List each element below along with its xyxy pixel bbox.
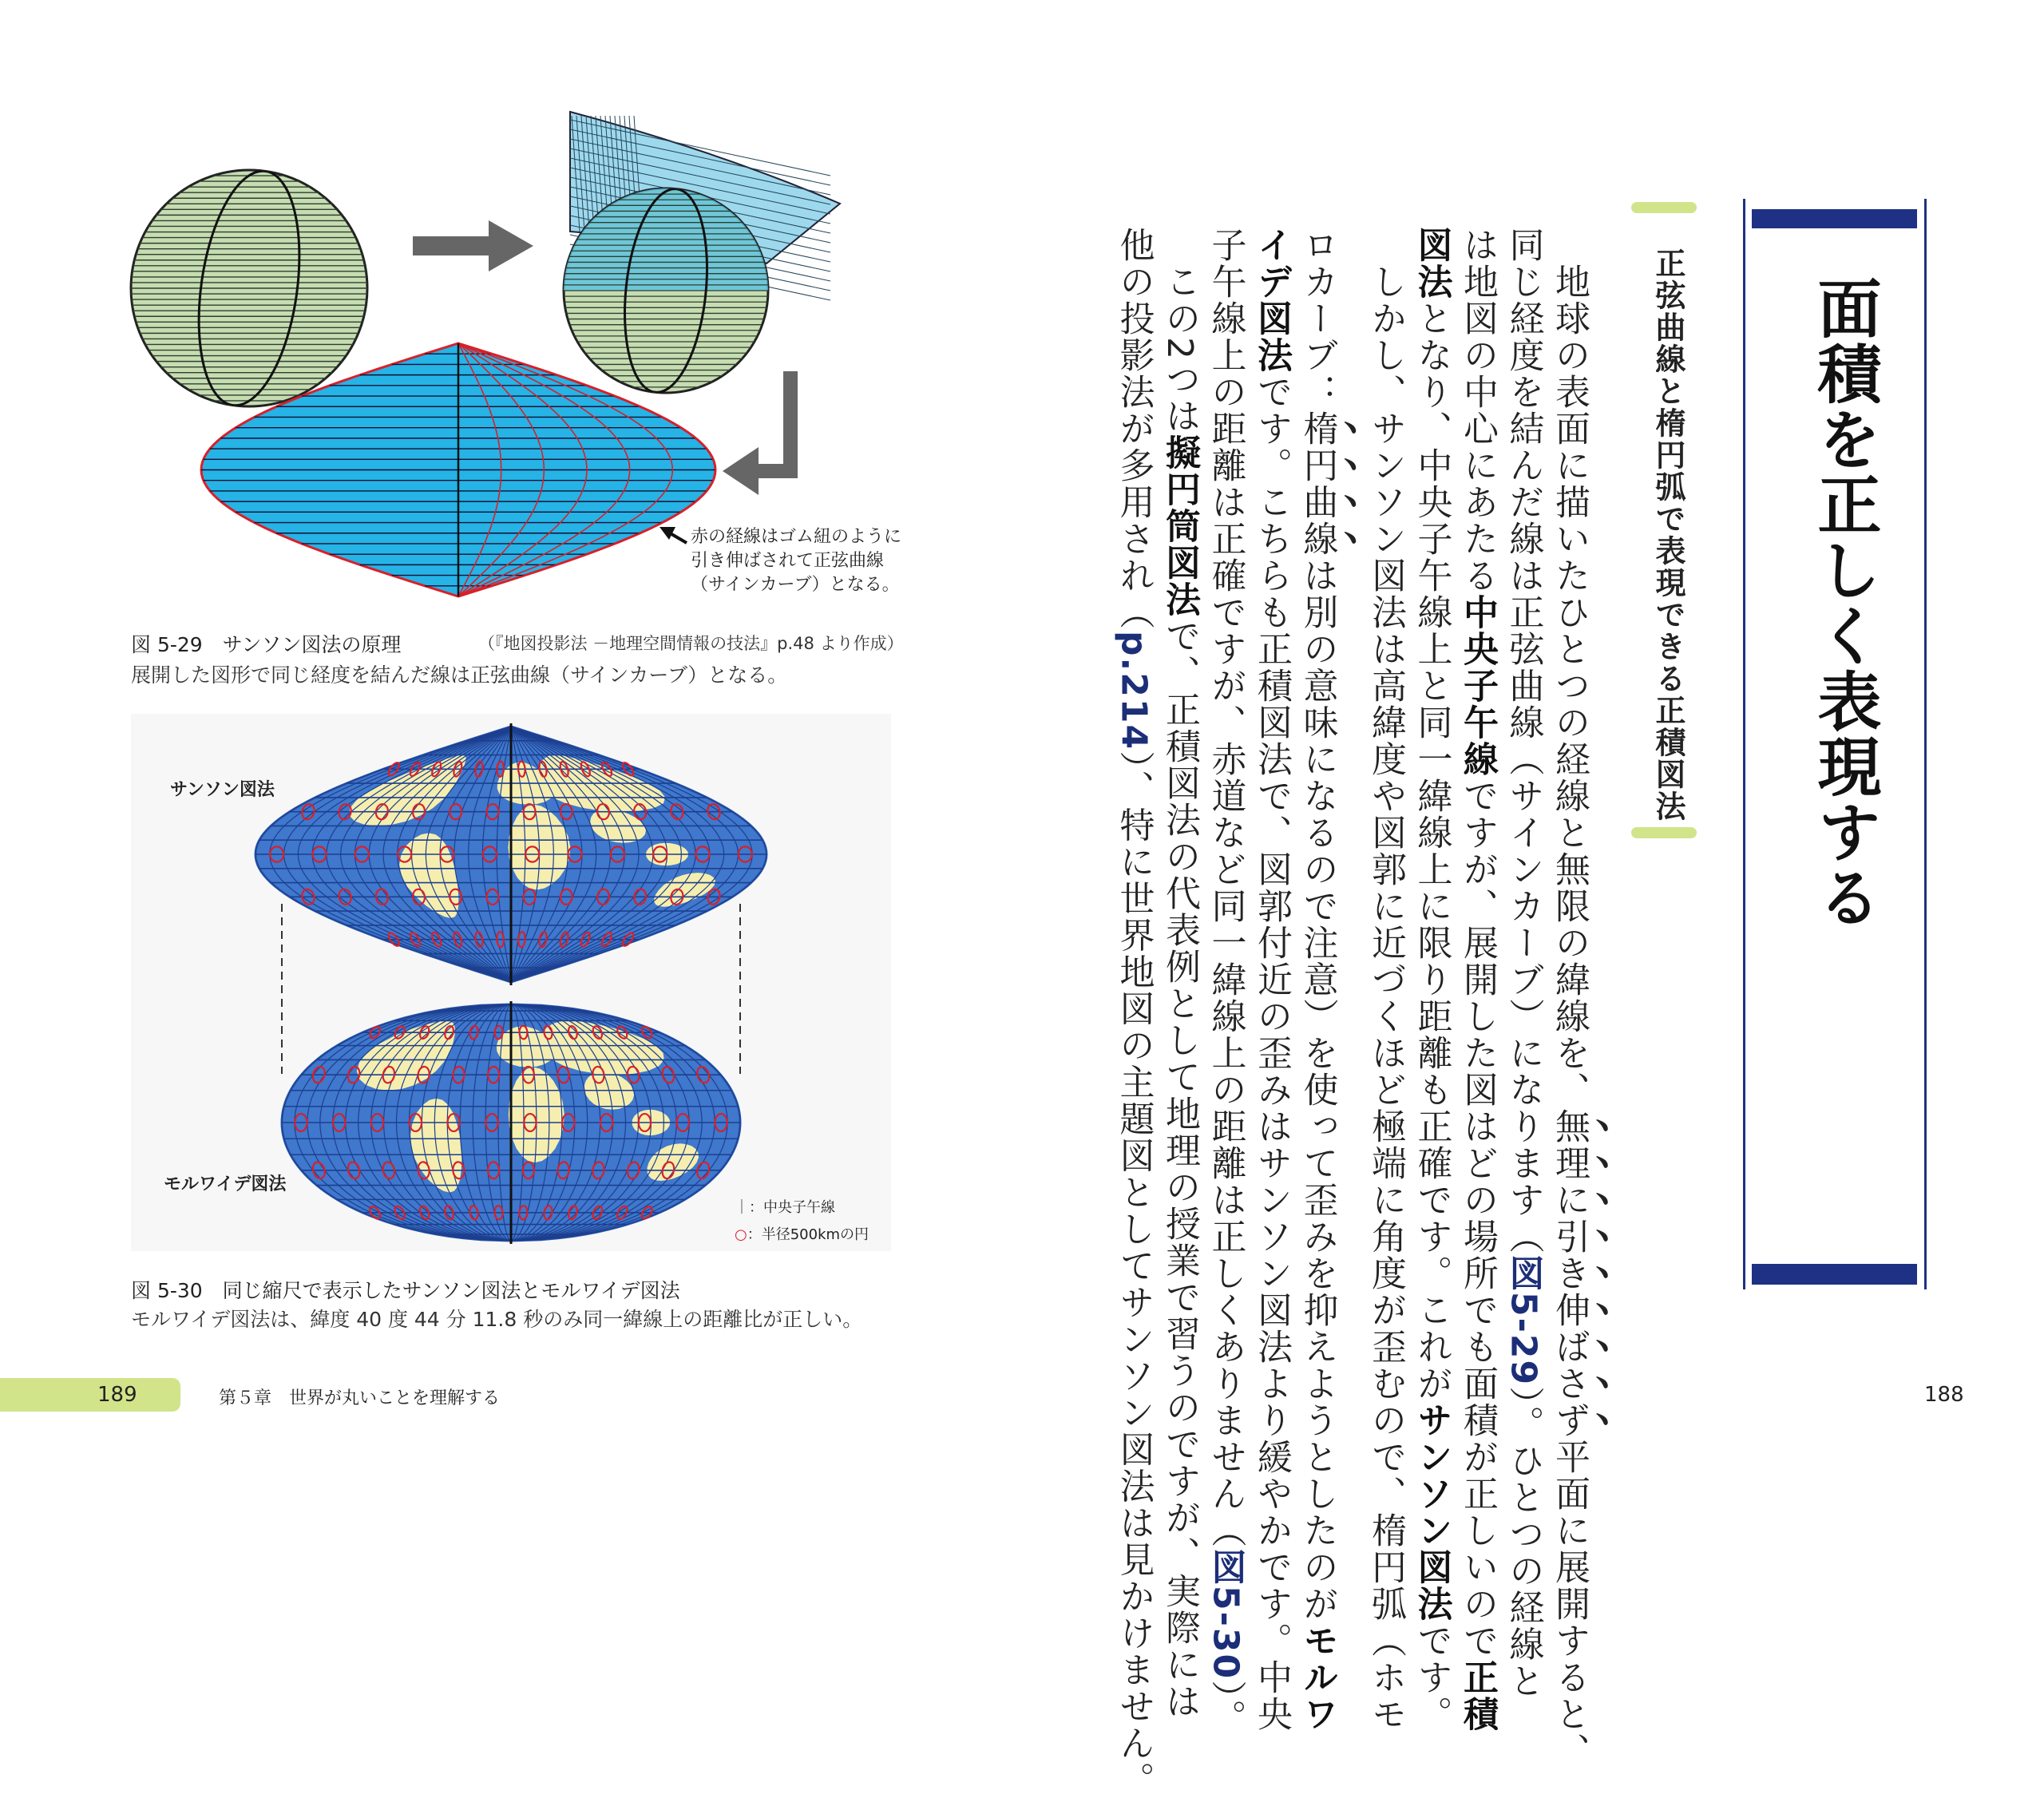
text-segment: 他の投影法が多用され（ xyxy=(1113,227,1155,631)
text-segment: は別の意味になるので注意）を使って歪みを抑えようとしたのが xyxy=(1297,557,1338,1622)
subheading-bottom-pill xyxy=(1631,827,1697,838)
figure-5-30-caption-title: 図 5-30 同じ縮尺で表示したサンソン図法とモルワイデ図法 xyxy=(131,1279,680,1302)
text-segment: しかし、サンソン図法は高緯度や図郭に近づくほど極端に角度が歪むので、楕円弧（ホモ xyxy=(1365,227,1406,1733)
text-column xyxy=(1408,227,1455,1733)
body-text xyxy=(1111,227,1614,1798)
text-column xyxy=(1363,227,1409,1733)
legend-text: ：半径500kmの円 xyxy=(747,1226,869,1243)
figure-reference-link[interactable]: 図5-29 xyxy=(1503,1255,1544,1387)
bold-term: サンソン図法 xyxy=(1411,1402,1452,1622)
annotation-line: （サインカーブ）となる。 xyxy=(691,575,900,595)
chapter-title: 第５章 世界が丸いことを理解する xyxy=(219,1388,501,1408)
text-segment: 同じ経度を結んだ線は正弦曲線（サインカーブ）になります（ xyxy=(1503,227,1544,1255)
figure-5-29-caption-subtitle: 展開した図形で同じ経度を結んだ線は正弦曲線（サインカーブ）となる。 xyxy=(131,663,788,687)
text-column xyxy=(1547,227,1615,1769)
page-number-badge xyxy=(0,1378,180,1412)
text-segment: となり、中央子午線上と同一緯線上に限り距離も正確です。これが xyxy=(1411,300,1452,1402)
text-segment: 楕円曲線 xyxy=(1297,410,1338,557)
text-segment: ）。 xyxy=(1205,1680,1246,1737)
title-box xyxy=(1743,199,1927,1289)
text-segment: ）、特に世界地図の主題図としてサンソン図法は見かけません。 xyxy=(1113,750,1155,1798)
annotation-line: 引き伸ばされて正弦曲線 xyxy=(691,551,885,571)
mollweide-map-label: モルワイデ図法 xyxy=(164,1174,287,1194)
text-column xyxy=(1455,227,1501,1733)
circle-symbol-icon: ○ xyxy=(735,1226,747,1243)
figure-reference-link[interactable]: p.214 xyxy=(1113,631,1155,751)
central-meridian-symbol-icon: ｜ xyxy=(735,1199,749,1216)
text-segment: 地球の表面に描いたひとつの経線と無限の緯線を、 xyxy=(1549,227,1590,1108)
text-segment: で、正積図法の代表例として地理の授業で習うのですが、実際には xyxy=(1159,618,1200,1720)
text-segment: ロカーブ： xyxy=(1297,227,1338,410)
text-column xyxy=(1249,227,1295,1733)
bold-term: 擬円筒図法 xyxy=(1159,434,1200,618)
text-segment: です。こちらも正積図法で、図郭付近の歪みはサンソン図法より緩やかです。中央 xyxy=(1251,374,1292,1733)
page-title: 面積を正しく表現する xyxy=(1807,275,1881,930)
text-segment: ですが、展開した図はどの場所でも面積が正しいので xyxy=(1457,778,1498,1659)
figure-reference-link[interactable]: 図5-30 xyxy=(1205,1549,1246,1681)
legend-text: ：中央子午線 xyxy=(749,1199,835,1216)
subheading-top-pill xyxy=(1631,202,1697,213)
title-box-top-bar xyxy=(1752,209,1917,228)
text-column xyxy=(1202,227,1249,1737)
text-column xyxy=(1111,227,1157,1798)
page-number-right: 188 xyxy=(1924,1383,1964,1407)
text-segment: 平面に展開すると、 xyxy=(1549,1439,1590,1769)
text-segment: です。 xyxy=(1411,1622,1452,1733)
figure-5-29-caption-source: （『地図投影法 －地理空間情報の技法』p.48 より作成） xyxy=(478,634,904,653)
text-column xyxy=(1294,227,1363,1733)
text-column xyxy=(1157,227,1203,1720)
figure-5-29-caption-title: 図 5-29 サンソン図法の原理 xyxy=(131,633,402,656)
text-segment: 子午線上の距離は正確ですが、赤道など同一緯線上の距離は正しくありません（ xyxy=(1205,227,1246,1549)
annotation-line: 赤の経線はゴム紐のように xyxy=(691,527,902,547)
bold-term: 図法 xyxy=(1411,227,1452,300)
mollweide-projection-map xyxy=(282,1001,740,1244)
text-segment: この2つは xyxy=(1159,227,1200,434)
text-segment: 無理に引き伸ばさず xyxy=(1549,1108,1590,1439)
subheading: 正弦曲線と楕円弧で表現できる正積図法 xyxy=(1650,248,1686,822)
bold-term: イデ図法 xyxy=(1251,227,1292,374)
text-column xyxy=(1500,227,1547,1700)
bold-term: 正積 xyxy=(1457,1659,1498,1733)
bold-term: モルワ xyxy=(1297,1622,1338,1733)
sanson-map-label: サンソン図法 xyxy=(170,780,275,800)
legend-item-central-meridian xyxy=(735,1196,835,1217)
figure-5-30-caption-subtitle: モルワイデ図法は、緯度 40 度 44 分 11.8 秒のみ同一緯線上の距離比が正しい。 xyxy=(131,1308,863,1331)
page-number-left: 189 xyxy=(97,1383,137,1407)
legend-item-circle xyxy=(735,1223,869,1244)
bold-term: 中央子午線 xyxy=(1457,594,1498,778)
text-segment: ）。ひとつの経線と xyxy=(1503,1386,1544,1700)
text-segment: は地図の中心にあたる xyxy=(1457,227,1498,594)
title-box-bottom-bar xyxy=(1752,1264,1917,1285)
